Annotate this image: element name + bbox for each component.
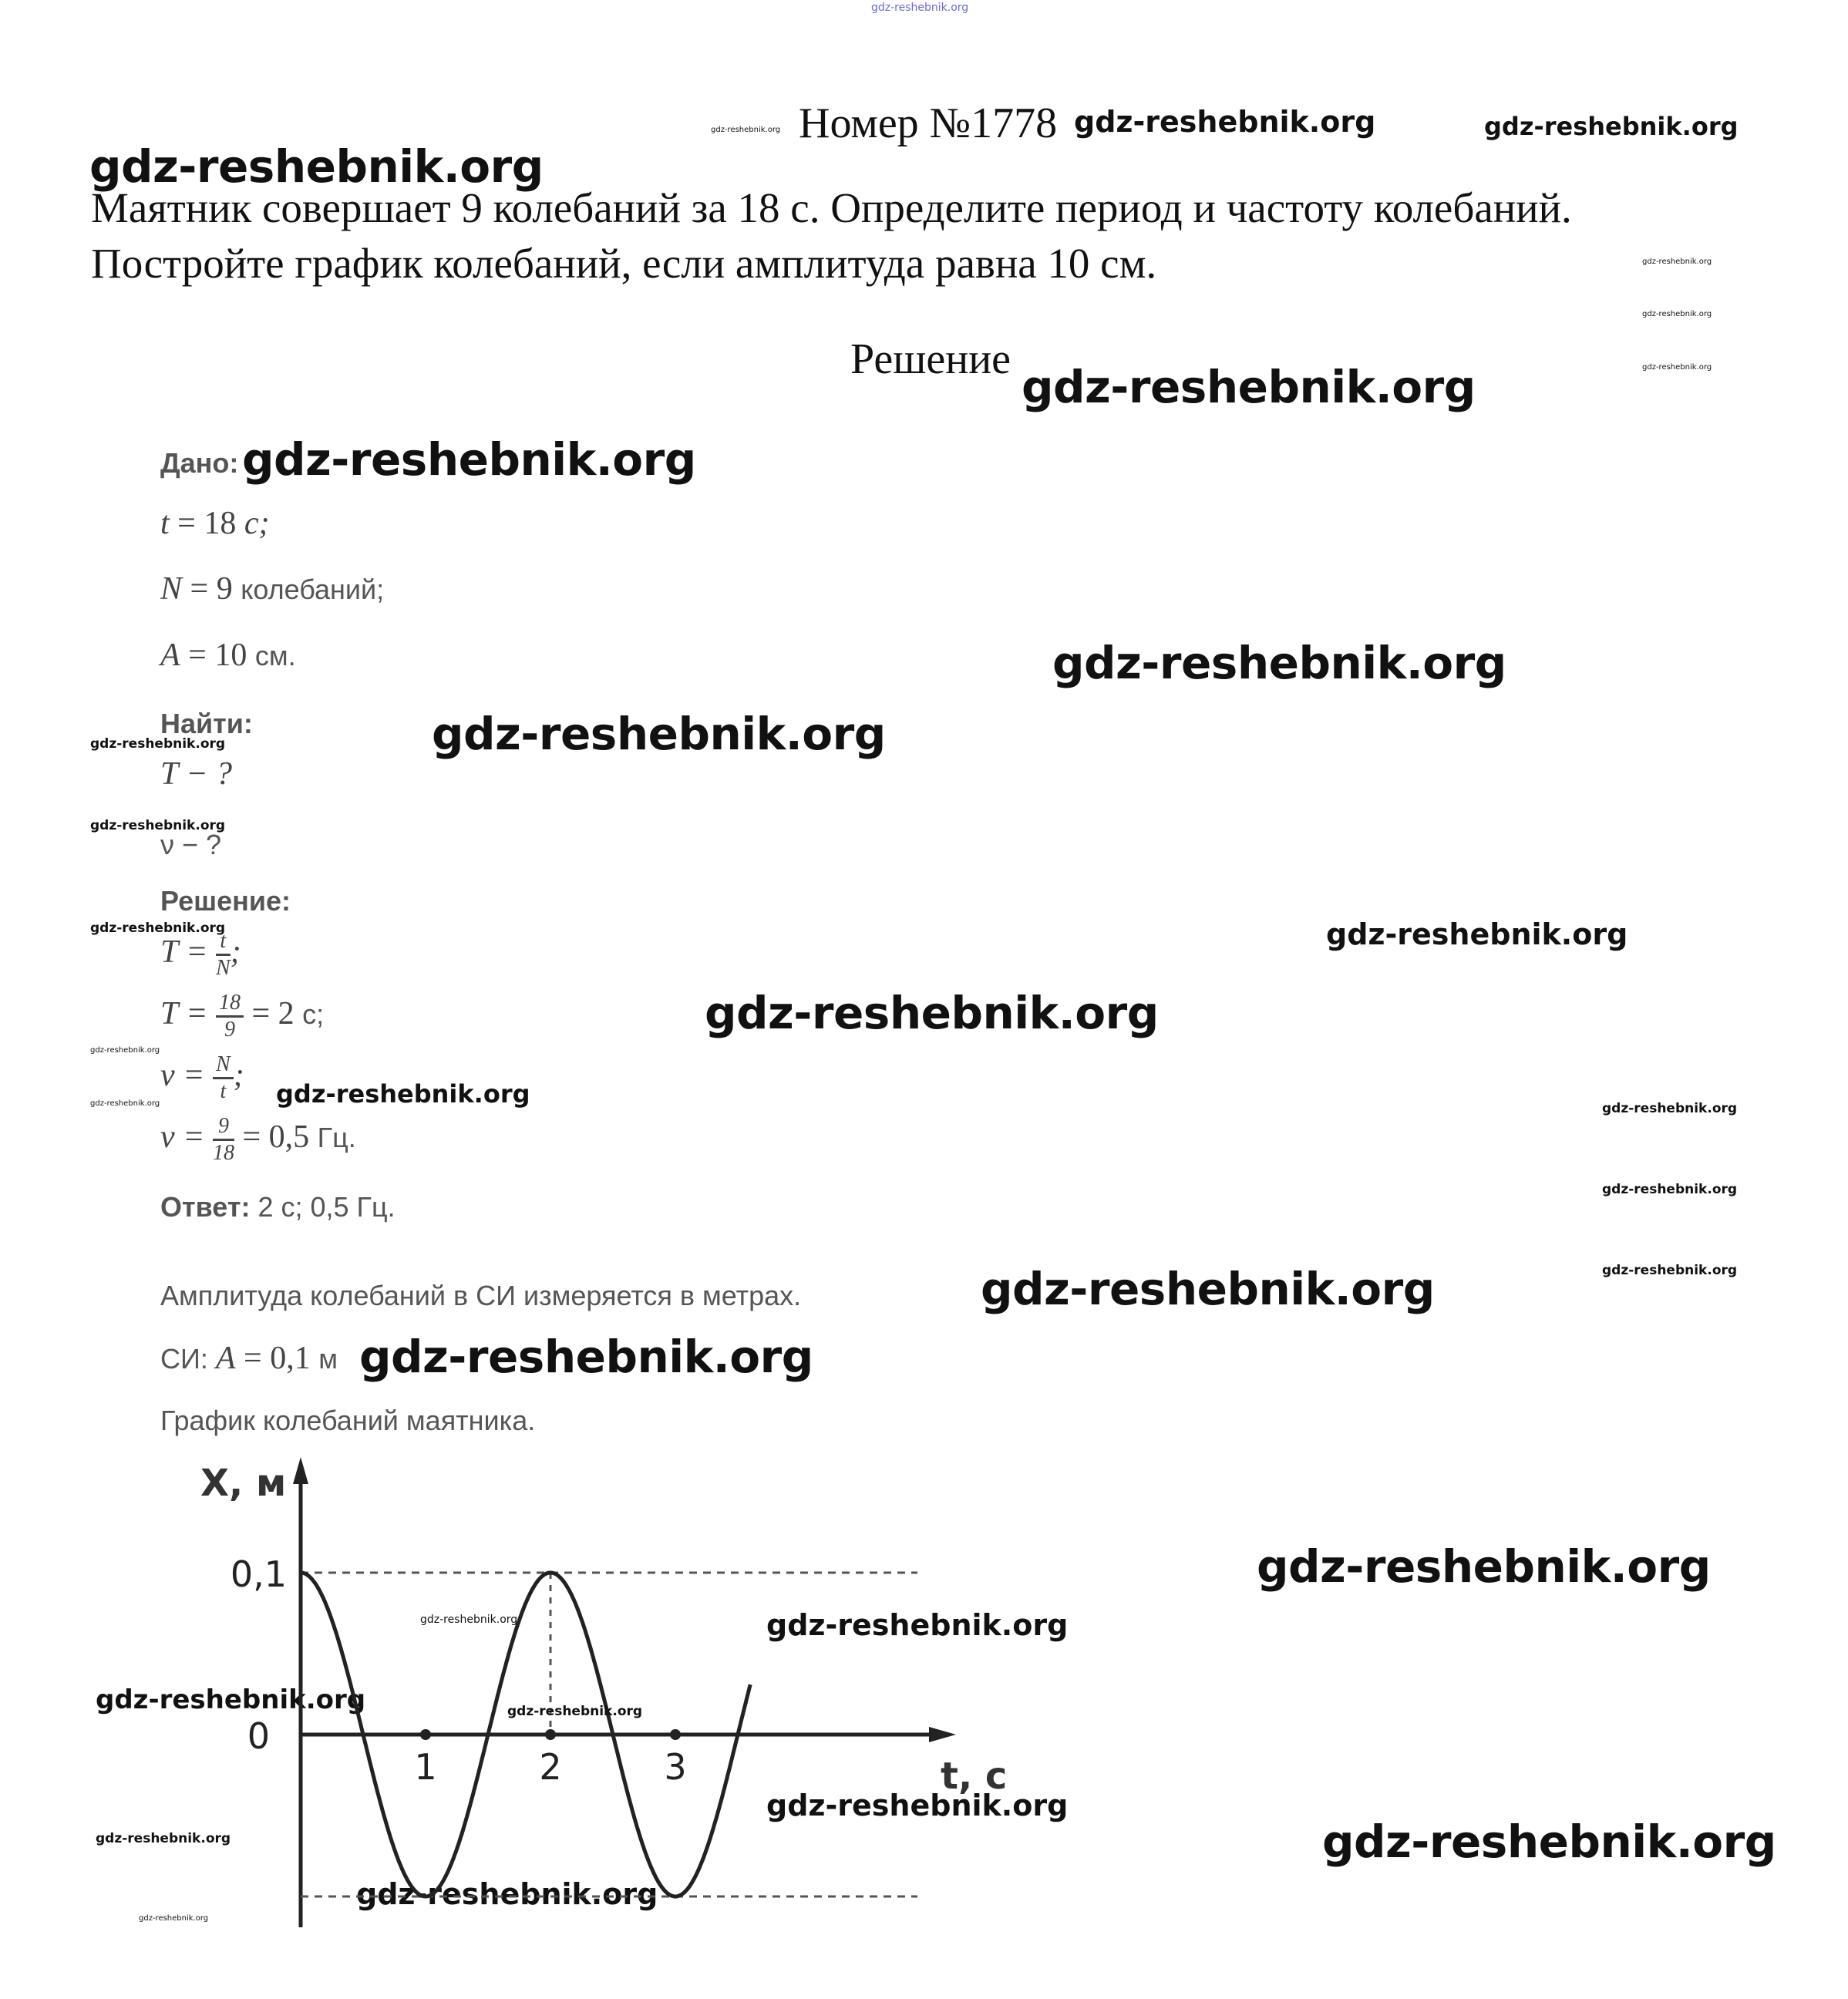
formula-period-calc: T = $\frac{18}{9}$ = 2 с; (160, 991, 325, 1042)
given-a: A = 10 см. (160, 638, 296, 673)
solution-heading: Решение (850, 335, 1012, 383)
x-tick-3 (670, 1729, 681, 1740)
watermark-left-title: gdz-reshebnik.org (89, 140, 544, 193)
fraction-n-over-t: $\frac{N}{t}$ (213, 1052, 234, 1104)
watermark-mid-right: gdz-reshebnik.org (1052, 637, 1506, 689)
watermark-top: gdz-reshebnik.org (871, 2, 969, 14)
y-axis-arrow (293, 1457, 308, 1484)
find-period: T − ? (160, 756, 232, 792)
find-label: Найти: (160, 708, 253, 739)
si-line: СИ: A = 0,1 м (160, 1341, 338, 1376)
watermark-right-4: gdz-reshebnik.org (1602, 1101, 1738, 1116)
given-t: t = 18 с; (160, 506, 270, 541)
y-axis-label: X, м (200, 1462, 287, 1505)
watermark-right-3: gdz-reshebnik.org (1642, 363, 1712, 372)
watermark-bottom-right: gdz-reshebnik.org (1322, 1816, 1776, 1868)
watermark-right-mid: gdz-reshebnik.org (1326, 917, 1628, 951)
watermark-header-2: gdz-reshebnik.org (1484, 112, 1739, 141)
origin-label: 0 (247, 1715, 270, 1757)
si-note: Амплитуда колебаний в СИ измеряется в метрах. (160, 1280, 802, 1311)
watermark-header-small: gdz-reshebnik.org (711, 126, 781, 134)
x-tick-label-3: 3 (664, 1746, 687, 1788)
task-text: Маятник совершает 9 колебаний за 18 с. Определите период и частоту колебаний. Постройте график колебаний, если амплитуда равна 10 см. (91, 184, 1572, 287)
watermark-graph-bottom-right: gdz-reshebnik.org (766, 1789, 1069, 1822)
formula-frequency: ν = $\frac{N}{t}$ ; (160, 1052, 244, 1103)
x-axis-label: t, с (941, 1755, 1008, 1798)
x-tick-2 (545, 1729, 556, 1740)
watermark-left-2: gdz-reshebnik.org (90, 818, 226, 833)
fraction-9-over-18: $\frac{9}{18}$ (212, 1114, 234, 1165)
watermark-right-5: gdz-reshebnik.org (1602, 1182, 1738, 1197)
chart-watermark-2: gdz-reshebnik.org (507, 1704, 643, 1719)
fraction-t-over-n: $\frac{t}{N}$ (215, 929, 231, 980)
x-tick-1 (420, 1729, 431, 1740)
watermark-graph-top: gdz-reshebnik.org (766, 1608, 1069, 1642)
graph-caption: График колебаний маятника. (160, 1405, 536, 1436)
formula-frequency-calc: ν = $\frac{9}{18}$ = 0,5 Гц. (160, 1114, 356, 1165)
watermark-left-3: gdz-reshebnik.org (90, 920, 226, 936)
watermark-right-1: gdz-reshebnik.org (1642, 257, 1712, 266)
watermark-left-4: gdz-reshebnik.org (90, 1046, 160, 1055)
watermark-header-1: gdz-reshebnik.org (1074, 105, 1376, 139)
solution-label: Решение: (160, 885, 291, 917)
given-label: Дано: (160, 447, 239, 479)
answer: Ответ: 2 с; 0,5 Гц. (160, 1191, 396, 1223)
watermark-right-6: gdz-reshebnik.org (1602, 1263, 1738, 1278)
watermark-nu: gdz-reshebnik.org (276, 1079, 530, 1109)
y-tick-label: 0,1 (230, 1553, 287, 1595)
watermark-solution: gdz-reshebnik.org (1022, 361, 1476, 413)
task-number: Номер №1778 (799, 99, 1058, 147)
x-axis-arrow (929, 1727, 956, 1742)
given-n: N = 9 колебаний; (160, 571, 385, 607)
watermark-graph-bottom: gdz-reshebnik.org (356, 1877, 658, 1911)
watermark-graph-right: gdz-reshebnik.org (1257, 1540, 1711, 1593)
watermark-si: gdz-reshebnik.org (359, 1331, 813, 1383)
watermark-formula: gdz-reshebnik.org (705, 987, 1159, 1039)
watermark-left-5: gdz-reshebnik.org (90, 1099, 160, 1108)
watermark-left-6: gdz-reshebnik.org (96, 1831, 231, 1846)
find-frequency: ν − ? (160, 829, 222, 860)
watermark-left-7: gdz-reshebnik.org (139, 1914, 209, 1923)
x-tick-label-2: 2 (539, 1746, 562, 1788)
chart-watermark-1: gdz-reshebnik.org (420, 1614, 518, 1626)
watermark-find: gdz-reshebnik.org (432, 708, 886, 760)
watermark-given: gdz-reshebnik.org (242, 433, 696, 486)
formula-period: T = $\frac{t}{N}$ ; (160, 929, 241, 980)
fraction-18-over-9: $\frac{18}{9}$ (216, 991, 244, 1042)
watermark-graph-left: gdz-reshebnik.org (96, 1684, 366, 1715)
oscillation-chart (154, 1449, 1033, 1927)
watermark-right-2: gdz-reshebnik.org (1642, 310, 1712, 318)
watermark-answer: gdz-reshebnik.org (981, 1263, 1435, 1315)
watermark-left-1: gdz-reshebnik.org (90, 736, 226, 752)
x-tick-label-1: 1 (414, 1746, 437, 1788)
